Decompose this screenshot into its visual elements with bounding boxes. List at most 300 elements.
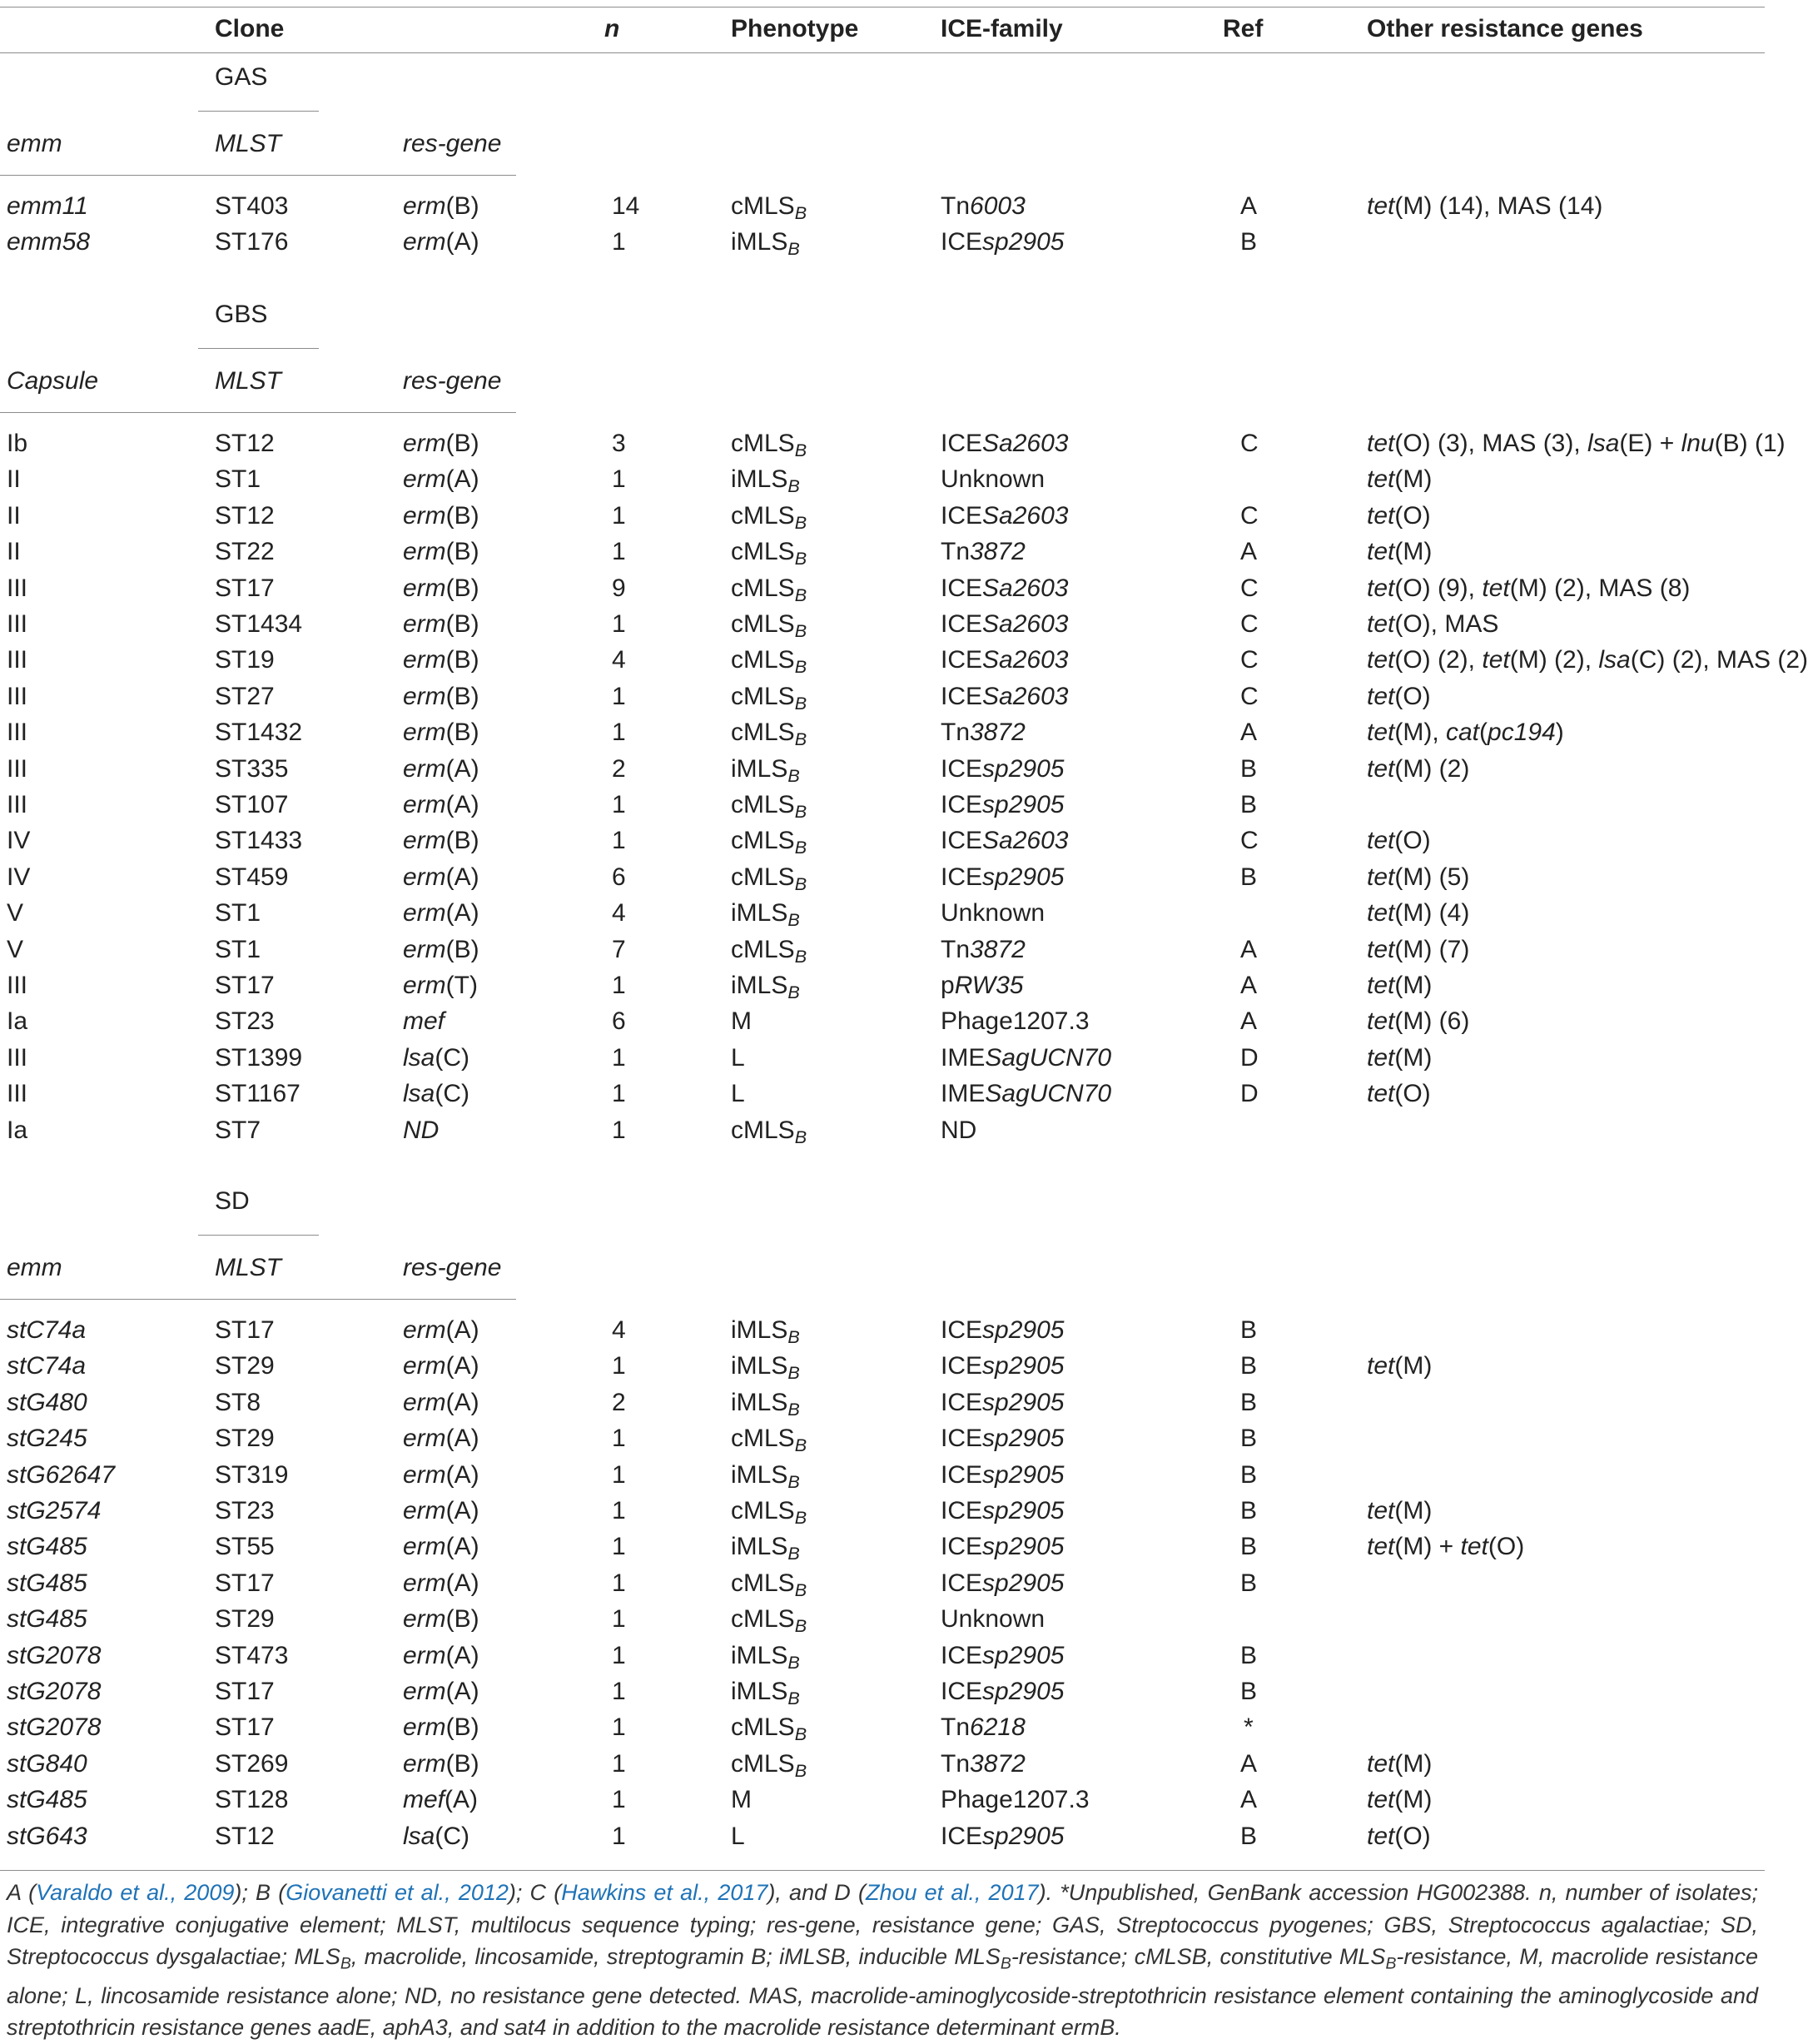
cell-ice-family: IMESagUCN70 [941,1044,1112,1072]
cell-ref: C [1240,502,1259,530]
cell-ice-family: ICESa2603 [941,430,1069,457]
cell-clone-type: stG2078 [7,1713,102,1741]
cell-other-genes: tet(M) (6) [1367,1007,1470,1035]
cell-res-gene: erm(A) [403,1352,479,1380]
cell-ref: B [1240,1389,1258,1416]
cell-mlst: ST17 [215,972,275,999]
cell-n: 2 [612,755,626,783]
cell-n: 1 [612,719,626,746]
cell-res-gene: erm(A) [403,1316,479,1344]
cell-clone-type: stG840 [7,1750,87,1778]
cell-n: 1 [612,1786,626,1813]
cell-ref: B [1240,1533,1258,1560]
cell-phenotype: iMLS$_B$ [731,1642,800,1673]
group-label-underline [198,348,319,349]
cell-res-gene: erm(B) [403,502,479,530]
cell-ice-family: Tn3872 [941,1750,1026,1778]
cell-mlst: ST1 [215,899,261,927]
cell-ref: B [1240,1678,1258,1705]
cell-phenotype: cMLS$_B$ [731,1497,807,1529]
cell-clone-type: stG643 [7,1823,87,1850]
subheader-mlst: MLST [215,1254,282,1281]
cell-clone-type: III [7,610,28,638]
cell-n: 1 [612,1605,626,1633]
cell-ref: C [1240,430,1259,457]
cell-res-gene: erm(B) [403,683,479,710]
table-footnote: A (Varaldo et al., 2009); B (Giovanetti et al., 2012); C (Hawkins et al., 2017), and D (Zhou et al., 2017). *Unpublished, GenBank accession HG002388. n, number of isolates; ICE, integrative conjugative element; MLST, multilocus sequence typing; res-gene, resistance gene; GAS, Streptococcus pyogenes; GBS, Streptococcus agalactiae; SD, Streptococcus dysgalactiae; $MLS_B$, macrolide, lincosamide, streptogramin B; iMLSB, inducible $MLS_B$-resistance; cMLSB, constitutive $MLS_B$-resistance, M, macrolide resistance alone; L, lincosamide resistance alone; ND, no resistance gene detected. MAS, macrolide-aminoglycoside-streptothricin resistance element containing the aminoglycoside and streptothricin resistance genes aadE, aphA3, and sat4 in addition to the macrolide resistance determinant ermB. [7,1880,1758,2041]
cell-phenotype: cMLS$_B$ [731,502,807,534]
cell-ice-family: ICEsp2905 [941,755,1065,783]
cell-mlst: ST12 [215,502,275,530]
cell-ref: A [1240,936,1258,963]
cell-mlst: ST17 [215,1316,275,1344]
cell-clone-type: stG485 [7,1605,87,1633]
cell-clone-type: III [7,791,28,818]
cell-other-genes: tet(O) [1367,502,1431,530]
cell-other-genes: tet(M) [1367,1497,1433,1524]
header-phenotype: Phenotype [731,15,859,42]
cell-ice-family: pRW35 [941,972,1024,999]
cell-mlst: ST1 [215,465,261,493]
cell-mlst: ST19 [215,646,275,674]
cell-clone-type: IV [7,863,31,891]
cell-mlst: ST107 [215,791,289,818]
cell-phenotype: iMLS$_B$ [731,1678,800,1709]
header-other-resistance-genes: Other resistance genes [1367,15,1643,42]
cell-ice-family: Tn6003 [941,192,1026,220]
cell-mlst: ST1432 [215,719,303,746]
cell-res-gene: erm(A) [403,1497,479,1524]
cell-n: 1 [612,610,626,638]
cell-phenotype: cMLS$_B$ [731,1713,807,1745]
cell-ice-family: ICEsp2905 [941,1642,1065,1669]
cell-clone-type: III [7,719,28,746]
group-label-gbs: GBS [215,301,268,328]
cell-mlst: ST55 [215,1533,275,1560]
cell-mlst: ST8 [215,1389,261,1416]
cell-res-gene: erm(B) [403,719,479,746]
cell-phenotype: iMLS$_B$ [731,228,800,260]
cell-phenotype: cMLS$_B$ [731,1750,807,1782]
cell-clone-type: stG480 [7,1389,87,1416]
cell-res-gene: lsa(C) [403,1823,470,1850]
cell-ref: * [1244,1713,1254,1741]
cell-ice-family: ICESa2603 [941,827,1069,854]
cell-other-genes: tet(M), cat(pc194) [1367,719,1564,746]
cell-res-gene: erm(A) [403,863,479,891]
cell-clone-type: III [7,1080,28,1107]
cell-ice-family: Unknown [941,1605,1046,1633]
cell-res-gene: erm(B) [403,192,479,220]
cell-other-genes: tet(M) [1367,1352,1433,1380]
cell-clone-type: stG2078 [7,1678,102,1705]
cell-res-gene: erm(A) [403,791,479,818]
cell-ref: A [1240,1007,1258,1035]
cell-ref: B [1240,1569,1258,1597]
cell-res-gene: erm(B) [403,1713,479,1741]
cell-ref: B [1240,1316,1258,1344]
cell-clone-type: II [7,465,21,493]
cell-n: 7 [612,936,626,963]
cell-other-genes: tet(M) (5) [1367,863,1470,891]
header-ref: Ref [1223,15,1264,42]
cell-ref: A [1240,972,1258,999]
cell-ref: C [1240,646,1259,674]
cell-ice-family: ICESa2603 [941,683,1069,710]
cell-other-genes: tet(O) (2), tet(M) (2), lsa(C) (2), MAS (2) [1367,646,1808,674]
cell-clone-type: Ib [7,430,28,457]
cell-clone-type: stG2574 [7,1497,102,1524]
cell-mlst: ST459 [215,863,289,891]
subheader-type: emm [7,1254,62,1281]
cell-res-gene: erm(A) [403,1389,479,1416]
cell-other-genes: tet(O), MAS [1367,610,1499,638]
cell-clone-type: stG62647 [7,1461,116,1489]
cell-phenotype: L [731,1044,745,1072]
cell-res-gene: mef(A) [403,1786,479,1813]
cell-clone-type: emm11 [7,192,88,220]
cell-clone-type: Ia [7,1116,28,1144]
cell-clone-type: III [7,574,28,602]
cell-res-gene: erm(A) [403,1678,479,1705]
cell-ref: A [1240,538,1258,565]
cell-other-genes: tet(O) [1367,827,1431,854]
cell-other-genes: tet(M) [1367,538,1433,565]
cell-res-gene: erm(T) [403,972,478,999]
cell-mlst: ST1167 [215,1080,301,1107]
cell-n: 1 [612,827,626,854]
cell-phenotype: cMLS$_B$ [731,646,807,678]
cell-mlst: ST403 [215,192,289,220]
cell-n: 1 [612,1044,626,1072]
cell-n: 1 [612,1352,626,1380]
cell-ref: B [1240,1461,1258,1489]
cell-ice-family: ICEsp2905 [941,1569,1065,1597]
cell-phenotype: iMLS$_B$ [731,1352,800,1384]
header-bottom-rule [0,52,1765,53]
cell-n: 1 [612,1116,626,1144]
cell-mlst: ST17 [215,1678,275,1705]
subheader-type: emm [7,130,62,157]
cell-res-gene: erm(A) [403,1461,479,1489]
cell-ice-family: ND [941,1116,977,1144]
cell-mlst: ST12 [215,430,275,457]
cell-phenotype: cMLS$_B$ [731,574,807,606]
subheader-type: Capsule [7,367,99,395]
group-label-gas: GAS [215,63,268,91]
cell-res-gene: mef [403,1007,445,1035]
cell-phenotype: cMLS$_B$ [731,1605,807,1637]
cell-phenotype: iMLS$_B$ [731,899,800,931]
header-ice-family: ICE-family [941,15,1063,42]
cell-other-genes: tet(M) (4) [1367,899,1470,927]
cell-res-gene: erm(A) [403,228,479,256]
cell-ref: A [1240,719,1258,746]
cell-res-gene: erm(A) [403,1569,479,1597]
cell-phenotype: iMLS$_B$ [731,465,800,497]
cell-clone-type: III [7,972,28,999]
cell-ice-family: Tn3872 [941,719,1026,746]
cell-ice-family: ICEsp2905 [941,1316,1065,1344]
cell-mlst: ST29 [215,1352,275,1380]
cell-ice-family: Unknown [941,465,1046,493]
cell-other-genes: tet(M) (14), MAS (14) [1367,192,1603,220]
cell-other-genes: tet(M) + tet(O) [1367,1533,1525,1560]
cell-other-genes: tet(M) [1367,1786,1433,1813]
cell-res-gene: erm(B) [403,1605,479,1633]
cell-ref: C [1240,827,1259,854]
cell-ref: B [1240,1823,1258,1850]
cell-mlst: ST1399 [215,1044,303,1072]
cell-phenotype: cMLS$_B$ [731,192,807,224]
subheader-res-gene: res-gene [403,1254,502,1281]
cell-phenotype: cMLS$_B$ [731,863,807,895]
cell-other-genes: tet(M) [1367,1750,1433,1778]
cell-clone-type: stG485 [7,1786,87,1813]
cell-phenotype: M [731,1786,752,1813]
cell-other-genes: tet(O) [1367,1080,1431,1107]
cell-ice-family: Phage1207.3 [941,1786,1090,1813]
cell-clone-type: V [7,936,24,963]
cell-ref: B [1240,1642,1258,1669]
cell-n: 1 [612,1678,626,1705]
cell-res-gene: erm(B) [403,827,479,854]
cell-n: 4 [612,646,626,674]
cell-clone-type: stG485 [7,1533,87,1560]
cell-ice-family: ICEsp2905 [941,1425,1065,1452]
cell-res-gene: erm(B) [403,610,479,638]
cell-ref: B [1240,791,1258,818]
cell-mlst: ST12 [215,1823,275,1850]
cell-ice-family: ICESa2603 [941,610,1069,638]
cell-n: 1 [612,1823,626,1850]
cell-clone-type: stC74a [7,1316,87,1344]
cell-phenotype: iMLS$_B$ [731,1316,800,1348]
cell-phenotype: iMLS$_B$ [731,972,800,1003]
cell-ice-family: Tn6218 [941,1713,1026,1741]
cell-ice-family: ICESa2603 [941,574,1069,602]
cell-mlst: ST176 [215,228,289,256]
cell-phenotype: iMLS$_B$ [731,1389,800,1420]
cell-n: 1 [612,465,626,493]
cell-n: 1 [612,228,626,256]
cell-clone-type: stG2078 [7,1642,102,1669]
cell-n: 1 [612,1642,626,1669]
cell-other-genes: tet(O) [1367,683,1431,710]
cell-n: 14 [612,192,640,220]
subheader-res-gene: res-gene [403,130,502,157]
cell-clone-type: stG485 [7,1569,87,1597]
cell-other-genes: tet(M) [1367,465,1433,493]
cell-clone-type: stG245 [7,1425,87,1452]
cell-phenotype: cMLS$_B$ [731,719,807,750]
cell-ice-family: ICEsp2905 [941,1352,1065,1380]
subheader-underline [0,1299,516,1300]
cell-mlst: ST29 [215,1425,275,1452]
cell-mlst: ST17 [215,574,275,602]
cell-ice-family: Tn3872 [941,936,1026,963]
cell-phenotype: cMLS$_B$ [731,1569,807,1601]
cell-ice-family: ICEsp2905 [941,863,1065,891]
cell-clone-type: V [7,899,24,927]
cell-n: 4 [612,1316,626,1344]
cell-ref: A [1240,1786,1258,1813]
cell-res-gene: ND [403,1116,440,1144]
cell-clone-type: Ia [7,1007,28,1035]
cell-clone-type: stC74a [7,1352,87,1380]
cell-res-gene: erm(B) [403,1750,479,1778]
cell-res-gene: erm(B) [403,936,479,963]
cell-other-genes: tet(O) (9), tet(M) (2), MAS (8) [1367,574,1691,602]
group-label-sd: SD [215,1187,250,1215]
cell-clone-type: II [7,538,21,565]
cell-ref: B [1240,1352,1258,1380]
cell-mlst: ST128 [215,1786,289,1813]
cell-other-genes: tet(M) [1367,972,1433,999]
cell-mlst: ST23 [215,1497,275,1524]
cell-mlst: ST17 [215,1713,275,1741]
cell-phenotype: cMLS$_B$ [731,430,807,461]
cell-ice-family: ICEsp2905 [941,228,1065,256]
cell-ref: A [1240,1750,1258,1778]
cell-n: 1 [612,1750,626,1778]
cell-ice-family: ICEsp2905 [941,1461,1065,1489]
cell-other-genes: tet(M) (2) [1367,755,1470,783]
cell-phenotype: iMLS$_B$ [731,1533,800,1564]
cell-ref: B [1240,228,1258,256]
cell-n: 6 [612,1007,626,1035]
table-bottom-rule [0,1870,1765,1871]
cell-n: 1 [612,1713,626,1741]
cell-clone-type: III [7,646,28,674]
cell-other-genes: tet(M) [1367,1044,1433,1072]
cell-phenotype: cMLS$_B$ [731,1116,807,1148]
cell-res-gene: erm(A) [403,755,479,783]
cell-ice-family: ICEsp2905 [941,1678,1065,1705]
subheader-res-gene: res-gene [403,367,502,395]
cell-ref: D [1240,1044,1259,1072]
cell-mlst: ST27 [215,683,275,710]
cell-clone-type: III [7,755,28,783]
cell-other-genes: tet(M) (7) [1367,936,1470,963]
cell-ref: B [1240,1425,1258,1452]
cell-n: 2 [612,1389,626,1416]
cell-phenotype: L [731,1823,745,1850]
cell-mlst: ST7 [215,1116,261,1144]
cell-phenotype: cMLS$_B$ [731,610,807,642]
cell-other-genes: tet(O) [1367,1823,1431,1850]
cell-ice-family: ICEsp2905 [941,791,1065,818]
cell-n: 3 [612,430,626,457]
cell-ice-family: ICEsp2905 [941,1497,1065,1524]
cell-clone-type: III [7,683,28,710]
cell-ref: A [1240,192,1258,220]
cell-res-gene: erm(A) [403,1642,479,1669]
cell-n: 4 [612,899,626,927]
cell-n: 1 [612,1080,626,1107]
group-label-underline [198,111,319,112]
cell-res-gene: lsa(C) [403,1044,470,1072]
subheader-underline [0,175,516,176]
cell-phenotype: iMLS$_B$ [731,1461,800,1493]
header-clone: Clone [215,15,285,42]
cell-ice-family: Phage1207.3 [941,1007,1090,1035]
subheader-mlst: MLST [215,367,282,395]
group-label-underline [198,1235,319,1236]
cell-ice-family: ICEsp2905 [941,1823,1065,1850]
cell-mlst: ST319 [215,1461,289,1489]
cell-ice-family: ICEsp2905 [941,1533,1065,1560]
cell-ice-family: ICEsp2905 [941,1389,1065,1416]
cell-mlst: ST1433 [215,827,303,854]
cell-ice-family: Unknown [941,899,1046,927]
cell-mlst: ST23 [215,1007,275,1035]
cell-n: 1 [612,972,626,999]
cell-mlst: ST1 [215,936,261,963]
cell-mlst: ST1434 [215,610,303,638]
cell-res-gene: erm(B) [403,574,479,602]
cell-n: 1 [612,1461,626,1489]
cell-n: 1 [612,538,626,565]
header-n: n [604,15,620,42]
cell-ref: D [1240,1080,1259,1107]
cell-phenotype: M [731,1007,752,1035]
cell-phenotype: iMLS$_B$ [731,755,800,787]
cell-other-genes: tet(O) (3), MAS (3), lsa(E) + lnu(B) (1) [1367,430,1786,457]
cell-mlst: ST17 [215,1569,275,1597]
cell-res-gene: erm(A) [403,465,479,493]
cell-mlst: ST22 [215,538,275,565]
cell-res-gene: erm(B) [403,646,479,674]
cell-n: 1 [612,502,626,530]
cell-clone-type: II [7,502,21,530]
cell-res-gene: erm(A) [403,1533,479,1560]
cell-n: 1 [612,1497,626,1524]
cell-phenotype: cMLS$_B$ [731,538,807,569]
cell-clone-type: emm58 [7,228,91,256]
cell-mlst: ST473 [215,1642,289,1669]
cell-ref: C [1240,574,1259,602]
subheader-mlst: MLST [215,130,282,157]
cell-phenotype: cMLS$_B$ [731,1425,807,1456]
cell-mlst: ST269 [215,1750,289,1778]
cell-res-gene: erm(A) [403,899,479,927]
cell-phenotype: cMLS$_B$ [731,936,807,967]
cell-ice-family: ICESa2603 [941,646,1069,674]
cell-phenotype: cMLS$_B$ [731,791,807,823]
cell-n: 9 [612,574,626,602]
cell-n: 1 [612,791,626,818]
cell-n: 6 [612,863,626,891]
cell-mlst: ST29 [215,1605,275,1633]
cell-phenotype: cMLS$_B$ [731,683,807,714]
cell-res-gene: erm(B) [403,538,479,565]
cell-ref: B [1240,863,1258,891]
cell-ref: B [1240,755,1258,783]
cell-ref: C [1240,683,1259,710]
cell-res-gene: erm(A) [403,1425,479,1452]
cell-n: 1 [612,1425,626,1452]
cell-clone-type: IV [7,827,31,854]
cell-phenotype: cMLS$_B$ [731,827,807,858]
subheader-underline [0,412,516,413]
cell-n: 1 [612,1533,626,1560]
cell-phenotype: L [731,1080,745,1107]
cell-ice-family: IMESagUCN70 [941,1080,1112,1107]
cell-ice-family: Tn3872 [941,538,1026,565]
cell-mlst: ST335 [215,755,289,783]
cell-ref: C [1240,610,1259,638]
